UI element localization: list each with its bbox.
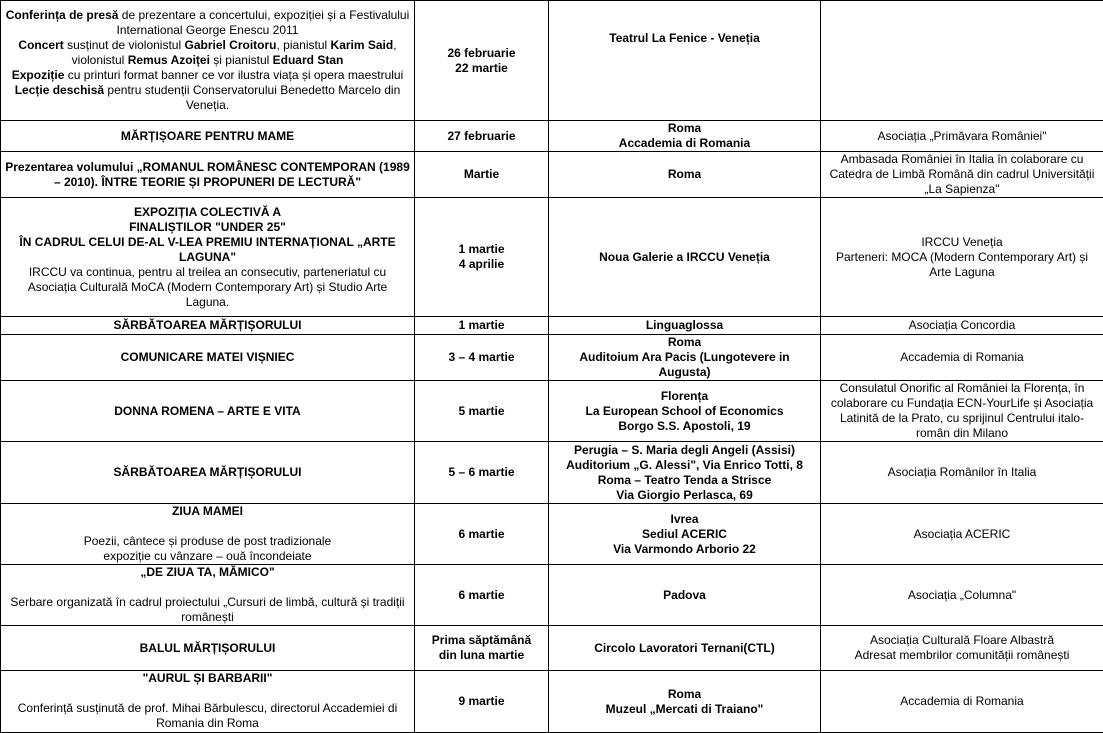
date-cell	[415, 442, 549, 504]
event-highlight: Lecție deschisă	[15, 83, 104, 97]
event-highlight: Expoziție	[12, 68, 65, 82]
event-highlight: Conferința de presă	[6, 8, 119, 22]
partner-cell	[821, 121, 1103, 152]
place-cell	[549, 121, 821, 152]
event-title: SĂRBĂTOAREA MĂRȚIȘORULUI	[5, 465, 410, 480]
table-row	[1, 198, 1103, 317]
event-cell	[1, 121, 415, 152]
place-line: Noua Galerie a IRCCU Veneția	[553, 250, 816, 265]
place-cell	[549, 381, 821, 442]
place-line: Borgo S.S. Apostoli, 19	[553, 419, 816, 434]
event-text: cu printuri format banner ce vor ilustra viața și opera maestrului	[64, 68, 403, 82]
event-text: susținut de violonistul	[64, 38, 185, 52]
event-line	[5, 38, 410, 68]
partner-cell	[821, 317, 1103, 335]
table-row	[1, 335, 1103, 381]
spacer	[5, 519, 410, 534]
place-cell	[549, 671, 821, 733]
partner-line: Adresat membrilor comunității românești	[825, 648, 1099, 663]
date-line: 1 martie	[419, 318, 544, 333]
event-title: MĂRȚIȘOARE PENTRU MAME	[5, 129, 410, 144]
event-cell	[1, 565, 415, 626]
event-title: EXPOZIȚIA COLECTIVĂ A	[5, 205, 410, 220]
place-cell	[549, 152, 821, 198]
event-cell	[1, 335, 415, 381]
partner-cell	[821, 626, 1103, 671]
place-cell	[549, 626, 821, 671]
table-row	[1, 442, 1103, 504]
place-line: Circolo Lavoratori Ternani(CTL)	[553, 641, 816, 656]
date-cell	[415, 198, 549, 317]
place-cell	[549, 317, 821, 335]
partner-cell	[821, 442, 1103, 504]
place-line: Teatrul La Fenice - Veneția	[553, 31, 816, 46]
event-title: „DE ZIUA TA, MĂMICO"	[5, 565, 410, 580]
date-cell	[415, 152, 549, 198]
place-line: Perugia – S. Maria degli Angeli (Assisi)	[553, 443, 816, 458]
event-cell	[1, 152, 415, 198]
date-line: Martie	[419, 167, 544, 182]
place-line: Florența	[553, 389, 816, 404]
table-row	[1, 504, 1103, 565]
date-line: 27 februarie	[419, 129, 544, 144]
event-title: Prezentarea volumului „ROMANUL ROMÂNESC CONTEMPORAN (1989 – 2010). ÎNTRE TEORIE ȘI PROPUNERI DE LECTURĂ"	[5, 160, 410, 190]
date-cell	[415, 1, 549, 121]
date-cell	[415, 381, 549, 442]
event-cell	[1, 198, 415, 317]
place-cell	[549, 1, 821, 121]
date-line: 4 aprilie	[419, 257, 544, 272]
event-cell	[1, 381, 415, 442]
date-cell	[415, 317, 549, 335]
event-text: pentru studenții Conservatorului Benedetto Marcelo din Veneția.	[104, 83, 400, 112]
event-cell	[1, 626, 415, 671]
date-line: 9 martie	[419, 694, 544, 709]
partner-line: Asociația Concordia	[825, 318, 1099, 333]
event-title: COMUNICARE MATEI VIȘNIEC	[5, 350, 410, 365]
date-line: 6 martie	[419, 527, 544, 542]
event-text: și pianistul	[210, 53, 273, 67]
partner-cell	[821, 152, 1103, 198]
partner-cell	[821, 198, 1103, 317]
date-cell	[415, 335, 549, 381]
event-cell	[1, 442, 415, 504]
event-cell	[1, 671, 415, 733]
partner-line: Parteneri: MOCA (Modern Contemporary Art) și Arte Laguna	[825, 250, 1099, 280]
event-highlight: Remus Azoiței	[128, 53, 210, 67]
event-text: , violonistul	[72, 38, 397, 67]
event-title: SĂRBĂTOAREA MĂRȚIȘORULUI	[5, 318, 410, 333]
date-line: 6 martie	[419, 588, 544, 603]
place-line: La European School of Economics	[553, 404, 816, 419]
place-line: Roma	[553, 121, 816, 136]
date-line: 1 martie	[419, 242, 544, 257]
event-line	[5, 8, 410, 38]
date-cell	[415, 504, 549, 565]
place-line: Sediul ACERIC	[553, 527, 816, 542]
date-cell	[415, 671, 549, 733]
place-line: Roma	[553, 167, 816, 182]
partner-line: Consulatul Onorific al României la Florența, în colaborare cu Fundația ECN-YourLife și Asociația Latinită de la Prato, cu sprijinul Centrului italo-român din Milano	[825, 381, 1099, 441]
place-cell	[549, 198, 821, 317]
place-line: Via Varmondo Arborio 22	[553, 542, 816, 557]
partner-line: IRCCU Veneția	[825, 235, 1099, 250]
event-description: Conferință susținută de prof. Mihai Bărbulescu, directorul Accademiei di Romania din Roma	[5, 701, 410, 731]
table-row	[1, 565, 1103, 626]
date-line: din luna martie	[419, 648, 544, 663]
date-cell	[415, 565, 549, 626]
date-cell	[415, 626, 549, 671]
table-row	[1, 121, 1103, 152]
partner-cell	[821, 565, 1103, 626]
table-row	[1, 152, 1103, 198]
place-line: Roma	[553, 335, 816, 350]
table-row	[1, 317, 1103, 335]
partner-cell	[821, 671, 1103, 733]
event-cell	[1, 504, 415, 565]
partner-line: Asociația „Columna"	[825, 588, 1099, 603]
place-cell	[549, 442, 821, 504]
date-line: 3 – 4 martie	[419, 350, 544, 365]
date-line: 22 martie	[419, 61, 544, 76]
date-line: Prima săptămână	[419, 633, 544, 648]
table-row	[1, 626, 1103, 671]
date-line: 5 martie	[419, 404, 544, 419]
place-line: Auditoium Ara Pacis (Lungotevere in Augusta)	[553, 350, 816, 380]
partner-cell	[821, 335, 1103, 381]
place-line: Padova	[553, 588, 816, 603]
place-cell	[549, 565, 821, 626]
date-line: 26 februarie	[419, 46, 544, 61]
table-row	[1, 671, 1103, 733]
place-line: Accademia di Romania	[553, 136, 816, 151]
event-title: "AURUL ȘI BARBARII"	[5, 671, 410, 686]
event-description: IRCCU va continua, pentru al treilea an consecutiv, parteneriatul cu Asociația Culturală MoCA (Modern Contemporary Art) și Studio Arte Laguna.	[5, 265, 410, 310]
partner-line: Ambasada României în Italia în colaborare cu Catedra de Limbă Română din cadrul Universității „La Sapienza"	[825, 152, 1099, 197]
partner-cell	[821, 504, 1103, 565]
place-cell	[549, 504, 821, 565]
place-line: Ivrea	[553, 512, 816, 527]
place-line: Muzeul „Mercati di Traiano"	[553, 702, 816, 717]
event-title: BALUL MĂRȚIȘORULUI	[5, 641, 410, 656]
event-description: Poezii, cântece și produse de post tradizionale	[5, 534, 410, 549]
partner-line: Asociația Culturală Floare Albastră	[825, 633, 1099, 648]
place-cell	[549, 335, 821, 381]
event-text: , pianistul	[277, 38, 331, 52]
event-highlight: Karim Said	[331, 38, 394, 52]
events-table-body	[1, 1, 1103, 733]
event-highlight: Eduard Stan	[273, 53, 344, 67]
event-title: DONNA ROMENA – ARTE E VITA	[5, 404, 410, 419]
event-highlight: Gabriel Croitoru	[184, 38, 276, 52]
place-line: Auditorium „G. Alessi", Via Enrico Totti, 8	[553, 458, 816, 473]
date-line: 5 – 6 martie	[419, 465, 544, 480]
event-cell	[1, 1, 415, 121]
partner-line: Accademia di Romania	[825, 694, 1099, 709]
table-row	[1, 1, 1103, 121]
partner-cell	[821, 381, 1103, 442]
event-title: ÎN CADRUL CELUI DE-AL V-LEA PREMIU INTERNAȚIONAL „ARTE LAGUNA"	[5, 235, 410, 265]
partner-line: Asociația „Primăvara României"	[825, 129, 1099, 144]
place-line: Linguaglossa	[553, 318, 816, 333]
partner-line: Accademia di Romania	[825, 350, 1099, 365]
partner-line: Asociația Românilor în Italia	[825, 465, 1099, 480]
spacer	[5, 686, 410, 701]
event-text: de prezentare a concertului, expoziției și a Festivalului International George Enescu 2011	[117, 8, 410, 37]
event-description: Serbare organizată în cadrul proiectului „Cursuri de limbă, cultură și tradiții românești	[5, 595, 410, 625]
place-line: Via Giorgio Perlasca, 69	[553, 488, 816, 503]
partner-line: Asociația ACERIC	[825, 527, 1099, 542]
partner-cell	[821, 1, 1103, 121]
event-cell	[1, 317, 415, 335]
event-description: expoziție cu vânzare – ouă încondeiate	[5, 549, 410, 564]
spacer	[5, 580, 410, 595]
event-line	[5, 68, 410, 83]
date-cell	[415, 121, 549, 152]
place-line: Roma	[553, 687, 816, 702]
event-title: FINALIȘTILOR "UNDER 25"	[5, 220, 410, 235]
event-highlight: Concert	[18, 38, 63, 52]
table-row	[1, 381, 1103, 442]
place-line: Roma – Teatro Tenda a Strisce	[553, 473, 816, 488]
event-title: ZIUA MAMEI	[5, 504, 410, 519]
event-line	[5, 83, 410, 113]
